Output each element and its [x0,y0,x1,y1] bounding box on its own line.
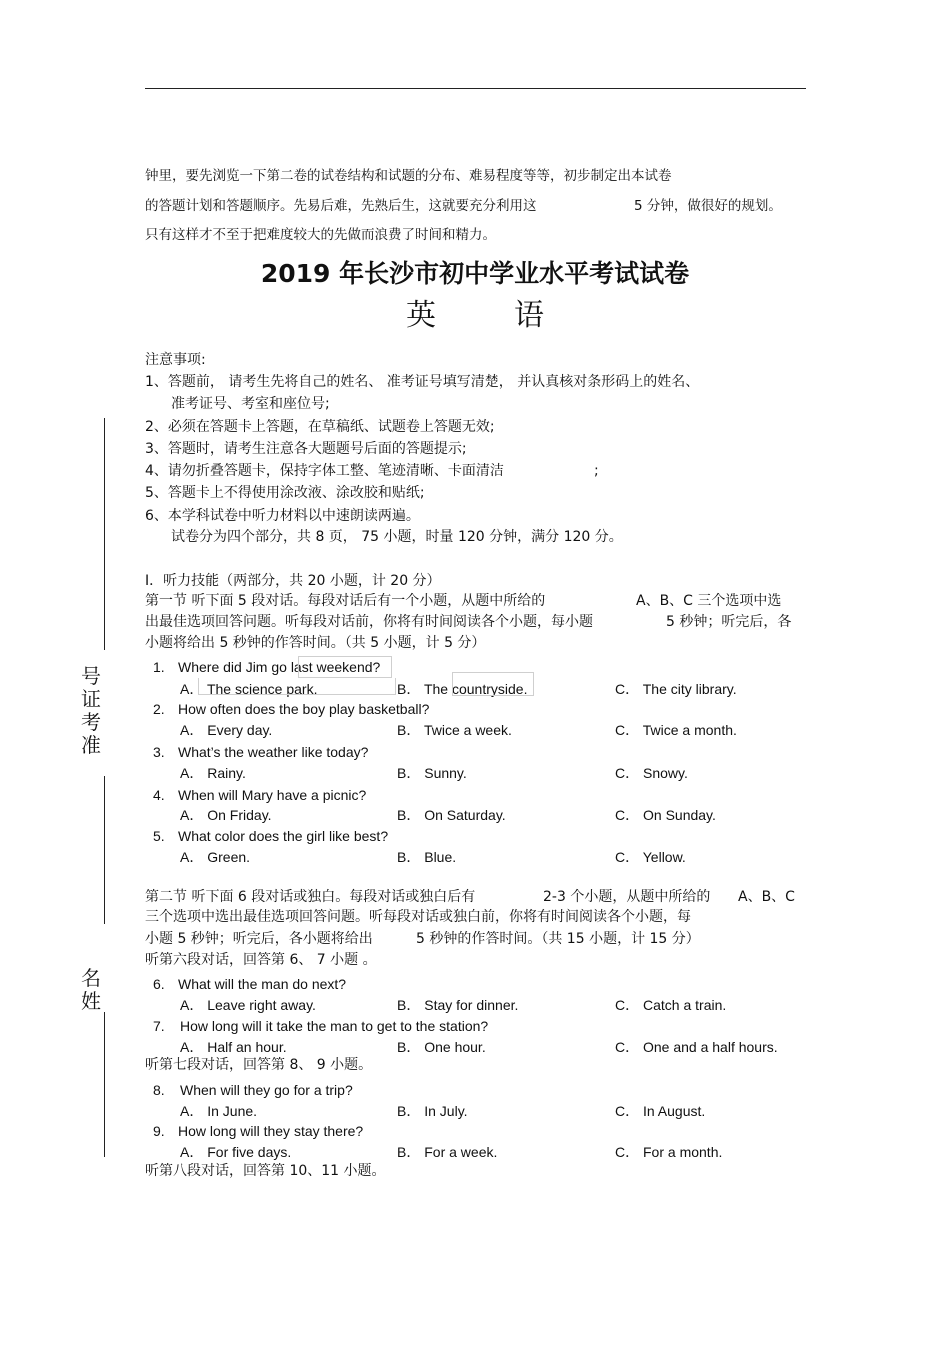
question-number: 1. [153,659,165,675]
option-a: A． On Friday. [180,807,272,823]
notice-item-1: 1、答题前， 请考生先将自己的姓名、 准考证号填写清楚， 并认真核对条形码上的姓名、 [145,374,700,390]
sec2-line-1: 第二节 听下面 6 段对话或独白。每段对话或独白后有 [145,889,476,905]
question-number: 7. [153,1018,165,1034]
subject-char-2: 语 [514,298,544,333]
option-b: B． One hour. [397,1039,486,1055]
question-text: When will they go for a trip? [180,1082,353,1098]
subject-char-1: 英 [406,298,436,333]
notice-item-3: 3、答题时，请考生注意各大题题号后面的答题提示; [145,441,467,457]
sec2-line-2: 三个选项中选出最佳选项回答问题。听每段对话或独白前，你将有时间阅读各个小题，每 [145,909,691,925]
binding-line-bottom [104,1012,105,1157]
side-label-char: 名 [81,966,101,990]
option-a: A． Half an hour. [180,1039,287,1055]
notice-item-4-tail: ; [594,463,599,479]
question-number: 2. [153,701,165,717]
question-text: What will the man do next? [178,976,347,992]
option-a: A． Every day. [180,722,273,738]
question-text: What color does the girl like best? [178,828,389,844]
subject-title [0,290,950,334]
option-a: A． Rainy. [180,765,246,781]
option-a: A． Leave right away. [180,997,316,1013]
sec2-line-3-tail: 5 秒钟的作答时间。（共 15 小题，计 15 分） [416,931,700,947]
option-c: C． Twice a month. [615,722,737,738]
question-number: 3. [153,744,165,760]
question-text: How long will they stay there? [178,1123,364,1139]
sec1-line-1-tail: A、B、C 三个选项中选 [636,593,782,609]
question-text: How often does the boy play basketball? [178,701,430,717]
side-label-char: 姓 [81,989,101,1013]
sec1-line-2: 出最佳选项回答问题。听每段对话前，你将有时间阅读各个小题，每小题 [145,614,593,630]
listen-note-8-9: 听第七段对话，回答第 8、 9 小题。 [145,1057,373,1073]
question-text: Where did Jim go last weekend? [178,659,381,675]
option-b: B． On Saturday. [397,807,506,823]
option-a: A． For five days. [180,1144,292,1160]
option-b: B． Stay for dinner. [397,997,519,1013]
sec1-line-2-tail: 5 秒钟；听完后，各 [666,614,792,630]
option-c: C． One and a half hours. [615,1039,778,1055]
intro-line-2-tail: 5 分钟，做很好的规划。 [634,198,782,214]
side-label-char: 号 [81,664,101,688]
intro-line-1: 钟里，要先浏览一下第二卷的试卷结构和试题的分布、难易程度等等，初步制定出本试卷 [145,168,672,184]
question-text: How long will it take the man to get to the station? [180,1018,489,1034]
sec2-line-1-mid: 2-3 个小题，从题中所给的 [543,889,711,905]
notice-item-4: 4、请勿折叠答题卡，保持字体工整、笔迹清晰、卡面清洁 [145,463,504,479]
option-c: C． Snowy. [615,765,688,781]
sec1-line-3: 小题将给出 5 秒钟的作答时间。（共 5 小题，计 5 分） [145,635,486,651]
notice-item-2: 2、必须在答题卡上答题，在草稿纸、试题卷上答题无效; [145,419,495,435]
option-c: C． In August. [615,1103,706,1119]
option-c: C． Yellow. [615,849,686,865]
option-a: A． In June. [180,1103,258,1119]
option-b: B． Sunny. [397,765,467,781]
header-rule [145,88,806,89]
notice-item-1-cont: 准考证号、考室和座位号; [171,396,330,412]
sec1-line-1: 第一节 听下面 5 段对话。每段对话后有一个小题，从题中所给的 [145,593,546,609]
question-number: 8. [153,1082,165,1098]
notice-heading: 注意事项: [145,352,206,368]
notice-item-5: 5、答题卡上不得使用涂改液、涂改胶和贴纸; [145,485,425,501]
option-b: B． Blue. [397,849,457,865]
option-c: C． The city library. [615,681,737,697]
option-a: A． Green. [180,849,251,865]
listen-note-6-7: 听第六段对话，回答第 6、 7 小题 。 [145,952,377,968]
exam-title: 2019 年长沙市初中学业水平考试试卷 [260,259,690,288]
binding-line-middle [104,776,105,924]
listen-note-10-11: 听第八段对话，回答第 10、11 小题。 [145,1163,386,1179]
sec2-line-1-tail: A、B、C [738,889,795,905]
option-b: B． The countryside. [397,681,528,697]
option-c: C． For a month. [615,1144,723,1160]
question-number: 9. [153,1123,165,1139]
question-number: 4. [153,787,165,803]
option-b: B． Twice a week. [397,722,512,738]
side-label-char: 证 [81,687,101,711]
option-c: C． Catch a train. [615,997,727,1013]
intro-line-2: 的答题计划和答题顺序。先易后难，先熟后生，这就要充分利用这 [145,198,537,214]
question-number: 5. [153,828,165,844]
question-text: What’s the weather like today? [178,744,369,760]
side-label-char: 考 [81,710,101,734]
notice-summary: 试卷分为四个部分，共 8 页， 75 小题，时量 120 分钟，满分 120 分。 [171,529,623,545]
side-label-char: 准 [81,733,101,757]
intro-line-3: 只有这样才不至于把难度较大的先做而浪费了时间和精力。 [145,227,496,243]
option-b: B． In July. [397,1103,468,1119]
option-b: B． For a week. [397,1144,498,1160]
question-number: 6. [153,976,165,992]
notice-item-6: 6、本学科试卷中听力材料以中速朗读两遍。 [145,508,420,524]
part1-heading: I．听力技能（两部分，共 20 小题，计 20 分） [145,573,441,589]
question-text: When will Mary have a picnic? [178,787,367,803]
option-a: A． The science park. [180,681,318,697]
sec2-line-3: 小题 5 秒钟；听完后，各小题将给出 [145,931,373,947]
binding-line-top [104,418,105,650]
option-c: C． On Sunday. [615,807,716,823]
